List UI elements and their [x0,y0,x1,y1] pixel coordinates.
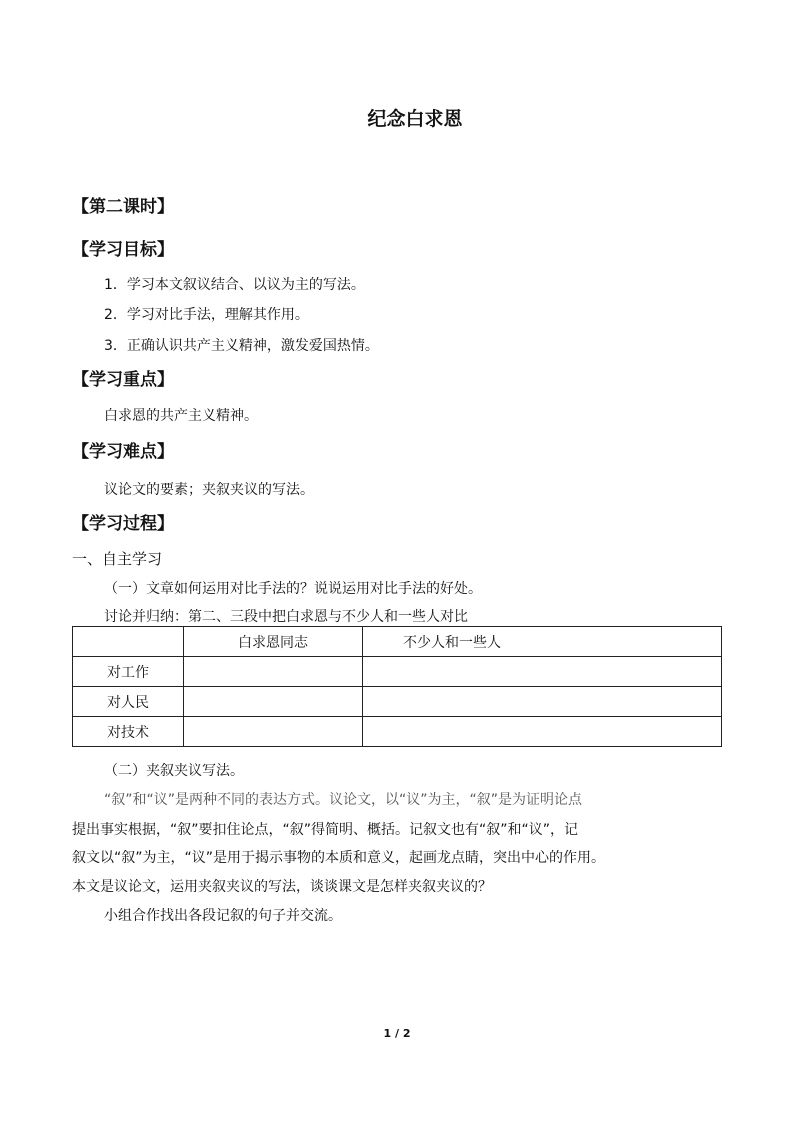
paragraph-line-3: 叙文以“叙”为主，“议”是用于揭示事物的本质和意义，起画龙点睛，突出中心的作用。 [72,850,606,866]
part1-heading: 一、自主学习 [72,550,163,568]
table-row-label: 对工作 [73,657,184,687]
group-task: 小组合作找出各段记叙的句子并交流。 [104,908,342,924]
page-number: 1 / 2 [383,1027,411,1040]
question-2: （二）夹叙夹议写法。 [104,763,244,779]
page-title: 纪念白求恩 [367,108,463,130]
table-cell [363,687,722,717]
table-row [73,657,722,687]
process-heading: 【学习过程】 [72,514,174,534]
table-row-label: 对人民 [73,687,184,717]
table-header-cell [73,627,184,657]
table-cell [184,687,363,717]
table-cell [363,657,722,687]
goals-heading: 【学习目标】 [72,240,174,260]
question-1: （一）文章如何运用对比手法的？说说运用对比手法的好处。 [104,581,482,597]
table-row-label: 对技术 [73,717,184,747]
table-header-cell: 白求恩同志 [184,627,363,657]
difficulties-text: 议论文的要素；夹叙夹议的写法。 [104,482,314,498]
table-row [73,687,722,717]
paragraph-line-4: 本文是议论文，运用夹叙夹议的写法，谈谈课文是怎样夹叙夹议的？ [72,879,492,895]
table-header-row [73,627,722,657]
discussion-summary: 讨论并归纳：第二、三段中把白求恩与不少人和一些人对比 [104,609,468,625]
lesson-heading: 【第二课时】 [72,197,174,217]
goal-item-3: 3．正确认识共产主义精神，激发爱国热情。 [104,338,379,354]
table-cell [184,717,363,747]
difficulties-heading: 【学习难点】 [72,442,174,462]
paragraph-line-2: 提出事实根据，“叙”要扣住论点，“叙”得简明、概括。记叙文也有“叙”和“议”，记 [72,822,579,838]
key-points-text: 白求恩的共产主义精神。 [104,408,258,424]
table-row [73,717,722,747]
table-cell [363,717,722,747]
paragraph-line-1: “叙”和“议”是两种不同的表达方式。议论文，以“议”为主，“叙”是为证明论点 [104,792,583,808]
table-header-cell: 不少人和一些人 [363,627,722,657]
table-cell [184,657,363,687]
key-points-heading: 【学习重点】 [72,370,174,390]
goal-item-2: 2．学习对比手法，理解其作用。 [104,307,309,323]
goal-item-1: 1．学习本文叙议结合、以议为主的写法。 [104,277,365,293]
comparison-table [72,626,722,747]
